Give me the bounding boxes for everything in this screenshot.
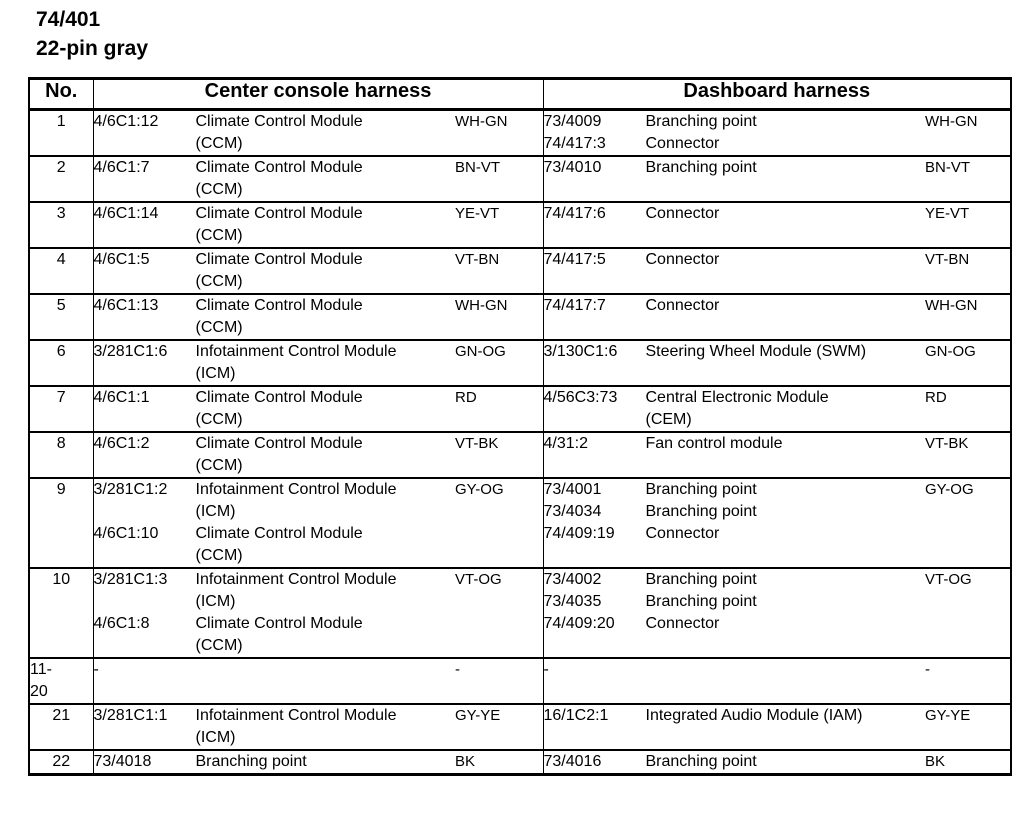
- cc-reference: 3/281C1:3: [93, 571, 168, 588]
- cc-component-abbrev: (CCM): [195, 135, 243, 152]
- dash-reference: 74/417:3: [543, 135, 606, 152]
- dash-entry: [544, 705, 926, 727]
- cc-component: Climate Control Module: [195, 297, 363, 314]
- dash-component: Connector: [645, 297, 720, 314]
- cc-entry: [94, 613, 456, 635]
- dashboard-cell: [543, 202, 925, 248]
- cc-component: [196, 659, 456, 681]
- center-console-cell: [93, 750, 455, 775]
- dash-reference: 73/4002: [543, 571, 602, 588]
- cc-entry: [94, 249, 456, 271]
- cc-reference: 73/4018: [93, 753, 152, 770]
- dash-entry: [544, 157, 926, 179]
- dash-wire-color: WH-GN: [925, 297, 978, 314]
- pin-number-cell: [29, 658, 93, 704]
- dash-entry: [544, 751, 926, 773]
- header-center-console: Center console harness: [93, 79, 543, 110]
- cc-component-abbrev: (CCM): [195, 273, 243, 290]
- dash-component: Branching point: [645, 503, 757, 520]
- header-dashboard: Dashboard harness: [543, 79, 1011, 110]
- cc-component: Climate Control Module: [195, 435, 363, 452]
- cc-component: Climate Control Module: [195, 113, 363, 130]
- pin-number-cell: [29, 110, 93, 157]
- cc-component: Climate Control Module: [195, 251, 363, 268]
- dash-reference: 16/1C2:1: [543, 707, 609, 724]
- dash-component: Connector: [645, 251, 720, 268]
- cc-entry: [94, 479, 456, 501]
- cc-reference: 3/281C1:6: [93, 343, 168, 360]
- dash-wire-color: BK: [925, 753, 946, 770]
- cc-component: Infotainment Control Module: [195, 571, 397, 588]
- cc-entry: [94, 157, 456, 179]
- dash-reference: 4/56C3:73: [543, 389, 618, 406]
- cc-wire-color: YE-VT: [455, 205, 500, 222]
- cc-reference: 4/6C1:2: [93, 435, 150, 452]
- pin-number: 7: [56, 389, 66, 406]
- table-row: [29, 432, 1011, 478]
- dash-entry: [544, 523, 926, 545]
- cc-entry: [94, 523, 456, 545]
- cc-wire-color: GY-OG: [455, 481, 504, 498]
- pin-number-cell: [29, 294, 93, 340]
- cc-wire-color: -: [455, 661, 460, 678]
- dash-reference: 73/4010: [543, 159, 602, 176]
- center-console-cell: [93, 658, 455, 704]
- dash-wire-color: GY-YE: [925, 707, 971, 724]
- dash-component: Fan control module: [645, 435, 783, 452]
- cc-component-abbrev: (CCM): [195, 227, 243, 244]
- cc-component-abbrev: (CCM): [195, 547, 243, 564]
- pin-number: 20: [30, 683, 48, 700]
- dash-reference: 73/4035: [543, 593, 602, 610]
- table-row: [29, 156, 1011, 202]
- pin-number-cell: [29, 156, 93, 202]
- dashboard-cell: [543, 340, 925, 386]
- dashboard-cell: [543, 478, 925, 568]
- dashboard-cell: [543, 750, 925, 775]
- cc-entry: [94, 341, 456, 363]
- dash-reference: 74/417:6: [543, 205, 606, 222]
- pin-number: 5: [56, 297, 66, 314]
- center-console-cell: [93, 156, 455, 202]
- cc-reference: 3/281C1:1: [93, 707, 168, 724]
- pin-number-cell: [29, 432, 93, 478]
- dash-reference: 73/4016: [543, 753, 602, 770]
- pin-number: 4: [56, 251, 66, 268]
- dash-entry: [544, 433, 926, 455]
- cc-component: Infotainment Control Module: [195, 343, 397, 360]
- cc-component: Climate Control Module: [195, 525, 363, 542]
- pin-number-cell: [29, 340, 93, 386]
- pin-number-cell: [29, 478, 93, 568]
- cc-entry: [94, 705, 456, 727]
- cc-reference: 4/6C1:14: [93, 205, 159, 222]
- pin-number: 22: [52, 753, 71, 770]
- dash-entry: [544, 613, 926, 635]
- cc-entry: [94, 659, 456, 681]
- dash-component: Steering Wheel Module (SWM): [645, 343, 867, 360]
- dashboard-cell: [543, 658, 925, 704]
- center-console-cell: [93, 248, 455, 294]
- table-row: [29, 478, 1011, 568]
- header-no: No.: [29, 79, 93, 110]
- dash-reference: 74/409:20: [543, 615, 615, 632]
- cc-component-abbrev: (ICM): [195, 593, 236, 610]
- dash-component-abbrev: (CEM): [645, 411, 692, 428]
- cc-entry: [94, 569, 456, 591]
- pin-number: 9: [56, 481, 66, 498]
- cc-reference: 4/6C1:13: [93, 297, 159, 314]
- dash-wire-color: VT-BN: [925, 251, 970, 268]
- cc-reference: 4/6C1:8: [93, 615, 150, 632]
- center-console-cell: [93, 568, 455, 658]
- center-console-cell: [93, 386, 455, 432]
- cc-entry: [94, 433, 456, 455]
- dash-wire-color: VT-BK: [925, 435, 969, 452]
- center-console-cell: [93, 294, 455, 340]
- cc-wire-color: GN-OG: [455, 343, 506, 360]
- cc-wire-color: VT-BN: [455, 251, 500, 268]
- dash-wire-color: WH-GN: [925, 113, 978, 130]
- pin-number: 11-: [30, 661, 52, 678]
- cc-wire-color: WH-GN: [455, 113, 508, 130]
- cc-wire-color: BK: [455, 753, 476, 770]
- cc-component-abbrev: (ICM): [195, 503, 236, 520]
- dash-entry: [544, 341, 926, 363]
- dash-entry: [544, 479, 926, 501]
- cc-reference: 4/6C1:10: [93, 525, 159, 542]
- dash-component: Connector: [645, 525, 720, 542]
- table-row: [29, 750, 1011, 775]
- dash-entry: [544, 111, 926, 133]
- dash-wire-color: VT-OG: [925, 571, 972, 588]
- dash-reference: 74/417:7: [543, 297, 606, 314]
- cc-component: Infotainment Control Module: [195, 707, 397, 724]
- dash-component: Connector: [645, 205, 720, 222]
- dash-reference: 74/409:19: [543, 525, 615, 542]
- connector-description: 22-pin gray: [36, 37, 149, 60]
- pin-number-cell: [29, 704, 93, 750]
- dash-entry: [544, 249, 926, 271]
- dashboard-cell: [543, 248, 925, 294]
- dash-component: Connector: [645, 615, 720, 632]
- dash-entry: [544, 569, 926, 591]
- cc-wire-color: WH-GN: [455, 297, 508, 314]
- dash-entry: [544, 133, 926, 155]
- cc-reference: 4/6C1:1: [93, 389, 150, 406]
- dash-wire-color: GY-OG: [925, 481, 974, 498]
- cc-wire-color: RD: [455, 389, 477, 406]
- cc-entry: [94, 295, 456, 317]
- dash-entry: [544, 387, 926, 409]
- dash-component: Branching point: [645, 159, 757, 176]
- cc-component-abbrev: (CCM): [195, 411, 243, 428]
- table-row: [29, 704, 1011, 750]
- pin-number: 21: [52, 707, 71, 724]
- table-row: [29, 386, 1011, 432]
- dashboard-cell: [543, 294, 925, 340]
- dash-entry: [544, 591, 926, 613]
- cc-component: Climate Control Module: [195, 615, 363, 632]
- pin-table: [28, 77, 1012, 776]
- pin-number-cell: [29, 386, 93, 432]
- dash-component: Branching point: [645, 753, 757, 770]
- pin-number: 1: [56, 113, 66, 130]
- cc-component: Branching point: [195, 753, 307, 770]
- dash-wire-color: RD: [925, 389, 947, 406]
- center-console-cell: [93, 340, 455, 386]
- cc-entry: [94, 751, 456, 773]
- dashboard-cell: [543, 156, 925, 202]
- table-row: [29, 340, 1011, 386]
- table-row: [29, 294, 1011, 340]
- center-console-cell: [93, 202, 455, 248]
- dash-component: Connector: [645, 135, 720, 152]
- dash-entry: [544, 659, 926, 681]
- table-body: [29, 110, 1011, 775]
- cc-reference: 3/281C1:2: [93, 481, 168, 498]
- cc-wire-color: VT-BK: [455, 435, 499, 452]
- cc-component-abbrev: (ICM): [195, 365, 236, 382]
- dash-reference: 73/4009: [543, 113, 602, 130]
- dash-component: Central Electronic Module: [645, 389, 829, 406]
- cc-component-abbrev: (CCM): [195, 319, 243, 336]
- dash-reference: -: [543, 661, 549, 678]
- dash-reference: 73/4001: [543, 481, 602, 498]
- cc-component: Climate Control Module: [195, 205, 363, 222]
- cc-reference: 4/6C1:5: [93, 251, 150, 268]
- dashboard-cell: [543, 432, 925, 478]
- dash-component: Integrated Audio Module (IAM): [645, 707, 863, 724]
- center-console-cell: [93, 432, 455, 478]
- cc-component: Climate Control Module: [195, 389, 363, 406]
- dash-component: Branching point: [645, 481, 757, 498]
- dash-reference: 73/4034: [543, 503, 602, 520]
- cc-component: Climate Control Module: [195, 159, 363, 176]
- pin-number: 3: [56, 205, 66, 222]
- dashboard-cell: [543, 704, 925, 750]
- dash-reference: 74/417:5: [543, 251, 606, 268]
- dashboard-cell: [543, 110, 925, 157]
- center-console-cell: [93, 110, 455, 157]
- dash-component: Branching point: [645, 593, 757, 610]
- cc-entry: [94, 387, 456, 409]
- dash-component: [646, 659, 926, 681]
- dash-reference: 4/31:2: [543, 435, 588, 452]
- table-row: [29, 202, 1011, 248]
- pin-number-cell: [29, 568, 93, 658]
- connector-id: 74/401: [36, 8, 101, 31]
- pin-number-cell: [29, 202, 93, 248]
- table-row: [29, 110, 1011, 157]
- dash-component: Branching point: [645, 113, 757, 130]
- cc-component-abbrev: (ICM): [195, 729, 236, 746]
- dashboard-cell: [543, 386, 925, 432]
- pin-number: 2: [56, 159, 66, 176]
- pin-number-cell: [29, 750, 93, 775]
- cc-wire-color: VT-OG: [455, 571, 502, 588]
- dash-wire-color: YE-VT: [925, 205, 970, 222]
- dashboard-cell: [543, 568, 925, 658]
- dash-entry: [544, 203, 926, 225]
- cc-component-abbrev: (CCM): [195, 457, 243, 474]
- pin-number: 6: [56, 343, 66, 360]
- table-header-row: [29, 79, 1011, 110]
- cc-wire-color: BN-VT: [455, 159, 500, 176]
- cc-entry: [94, 111, 456, 133]
- table-row: [29, 658, 1011, 704]
- dash-wire-color: BN-VT: [925, 159, 970, 176]
- cc-component: Infotainment Control Module: [195, 481, 397, 498]
- dash-wire-color: GN-OG: [925, 343, 976, 360]
- pin-number: 10: [52, 571, 71, 588]
- pin-number-cell: [29, 248, 93, 294]
- center-console-cell: [93, 704, 455, 750]
- dash-entry: [544, 501, 926, 523]
- cc-reference: -: [93, 661, 99, 678]
- dash-reference: 3/130C1:6: [543, 343, 618, 360]
- pin-number: 8: [56, 435, 66, 452]
- dash-wire-color: -: [925, 661, 930, 678]
- center-console-cell: [93, 478, 455, 568]
- table-row: [29, 568, 1011, 658]
- cc-component-abbrev: (CCM): [195, 181, 243, 198]
- dash-entry: [544, 295, 926, 317]
- dash-component: Branching point: [645, 571, 757, 588]
- cc-reference: 4/6C1:12: [93, 113, 159, 130]
- cc-component-abbrev: (CCM): [195, 637, 243, 654]
- cc-wire-color: GY-YE: [455, 707, 501, 724]
- cc-entry: [94, 203, 456, 225]
- table-row: [29, 248, 1011, 294]
- cc-reference: 4/6C1:7: [93, 159, 150, 176]
